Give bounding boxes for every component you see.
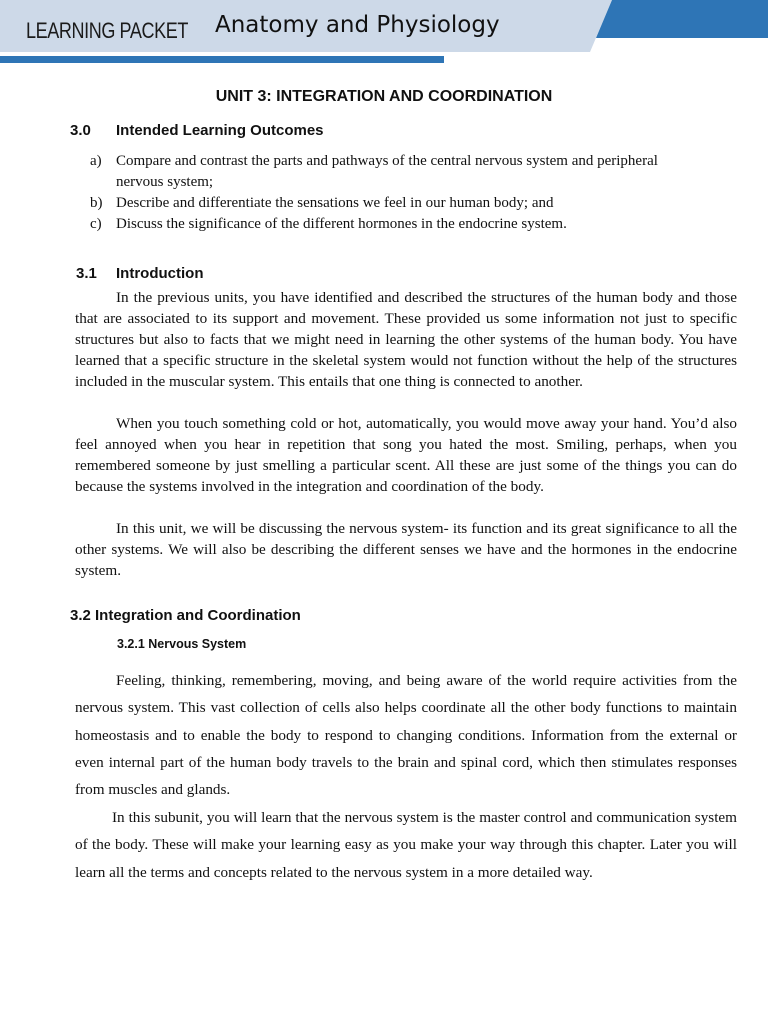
list-item-text: Compare and contrast the parts and pathways of the central nervous system and peripheral nervous system; <box>116 153 658 190</box>
unit-title: UNIT 3: INTEGRATION AND COORDINATION <box>215 88 553 105</box>
list-marker: b) <box>90 195 103 211</box>
list-item-text: Discuss the significance of the different hormones in the endocrine system. <box>116 216 567 232</box>
list-item-text: Describe and differentiate the sensations we feel in our human body; and <box>116 195 554 211</box>
nervous-system-paragraph-2: In this subunit, you will learn that the nervous system is the master control and communication system of the body. These will make your learning easy as you make your way through this chapter. Later you will learn all the terms and concepts related to the nervous system in a more detailed way. <box>75 809 737 881</box>
list-item <box>90 214 690 235</box>
section-heading-3-2: 3.2 Integration and Coordination <box>70 607 301 624</box>
section-title: Introduction <box>116 265 204 282</box>
learning-outcomes-list <box>90 151 690 235</box>
page-header <box>0 0 768 70</box>
brand-label: LEARNING PACKET <box>26 18 188 43</box>
intro-paragraph-1: In the previous units, you have identified and described the structures of the human body and those that are associated to its support and movement. These provided us some information not just to specific structures but also to facts that we might need in learning the other systems of the human body. You have learned that a specific structure in the skeletal system would not function without the help of the structures included in the muscular system. This entails that one thing is connected to another. <box>75 289 737 390</box>
subject-title: Anatomy and Physiology <box>215 12 500 38</box>
section-title: Intended Learning Outcomes <box>116 122 324 139</box>
intro-paragraph-3: In this unit, we will be discussing the nervous system- its function and its great significance to all the other systems. We will also be describing the different senses we have and the hormones in the endocrine system. <box>75 520 737 579</box>
section-number: 3.1 <box>76 265 97 282</box>
list-marker: c) <box>90 216 102 232</box>
intro-paragraph-2: When you touch something cold or hot, automatically, you would move away your hand. You’d also feel annoyed when you hear in repetition that song you hated the most. Smiling, perhaps, when you remembered someone by just smelling a particular scent. All these are just some of the things you can do because the systems involved in the integration and coordination of the body. <box>75 415 737 495</box>
subsection-heading: 3.2.1 Nervous System <box>117 637 247 651</box>
section-heading-3-1 <box>76 265 203 282</box>
nervous-system-paragraph-1: Feeling, thinking, remembering, moving, and being aware of the world require activities from the nervous system. This vast collection of cells also helps coordinate all the other body functions to maintain homeostasis and to enable the body to respond to changing conditions. Information from the external or even internal part of the human body travels to the brain and spinal cord, which then stimulates responses from muscles and glands. <box>75 672 737 799</box>
header-rule <box>0 56 444 63</box>
list-item <box>90 151 690 193</box>
list-marker: a) <box>90 153 102 169</box>
list-item <box>90 193 690 214</box>
section-heading-3-0 <box>70 122 324 139</box>
section-number: 3.0 <box>70 122 91 139</box>
